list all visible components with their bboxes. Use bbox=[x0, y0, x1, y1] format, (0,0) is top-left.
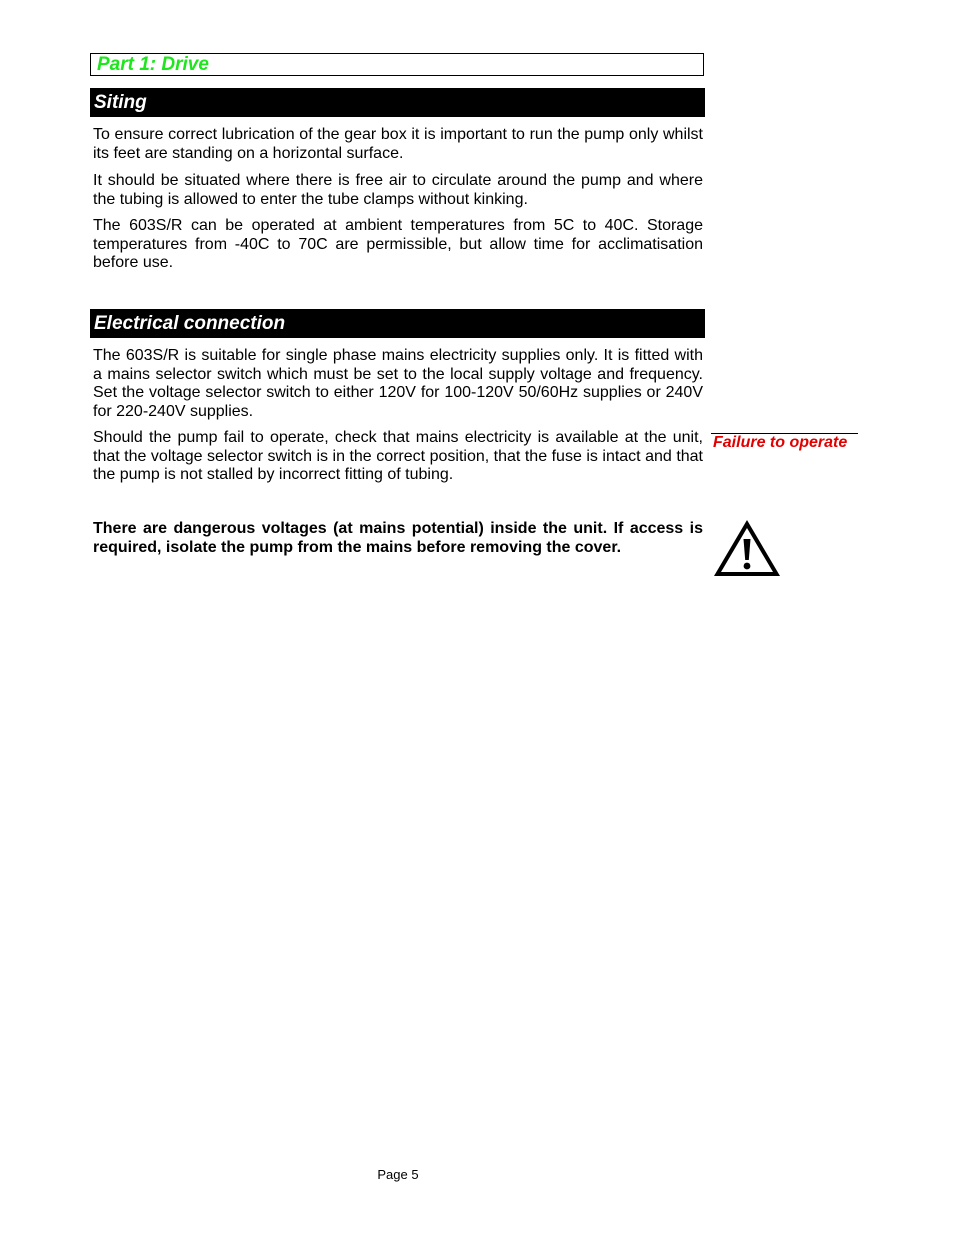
siting-paragraph-3: The 603S/R can be operated at ambient temperatures from 5C to 40C. Storage temperatures from -40C to 70C are permissible, but allow time for acclimatisation before use. bbox=[93, 217, 703, 271]
warning-triangle-icon bbox=[712, 518, 782, 578]
siting-paragraph-2: It should be situated where there is free air to circulate around the pump and where the tubing is allowed to enter the tube clamps without kinking. bbox=[93, 172, 703, 208]
page-number: Page 5 bbox=[377, 1167, 419, 1182]
electrical-paragraph-1: The 603S/R is suitable for single phase mains electricity supplies only. It is fitted with a mains selector switch which must be set to the local supply voltage and frequency. Set the voltage selector switch to either 120V for 100-120V 50/60Hz supplies or 240V for 220-240V supplies. bbox=[93, 347, 703, 420]
margin-note-failure-to-operate: Failure to operate bbox=[713, 434, 848, 451]
siting-paragraph-1: To ensure correct lubrication of the gear box it is important to run the pump only whilst its feet are standing on a horizontal surface. bbox=[93, 126, 703, 162]
part-heading-box bbox=[90, 53, 704, 76]
part-title: Part 1: Drive bbox=[97, 54, 209, 75]
section-heading-electrical-connection: Electrical connection bbox=[90, 309, 705, 338]
section-heading-siting: Siting bbox=[90, 88, 705, 117]
warning-text: There are dangerous voltages (at mains potential) inside the unit. If access is required, isolate the pump from the mains before removing the cover. bbox=[93, 520, 703, 556]
electrical-paragraph-2: Should the pump fail to operate, check that mains electricity is available at the unit, that the voltage selector switch is in the correct position, that the fuse is intact and that the pump is not stalled by incorrect fitting of tubing. bbox=[93, 429, 703, 483]
